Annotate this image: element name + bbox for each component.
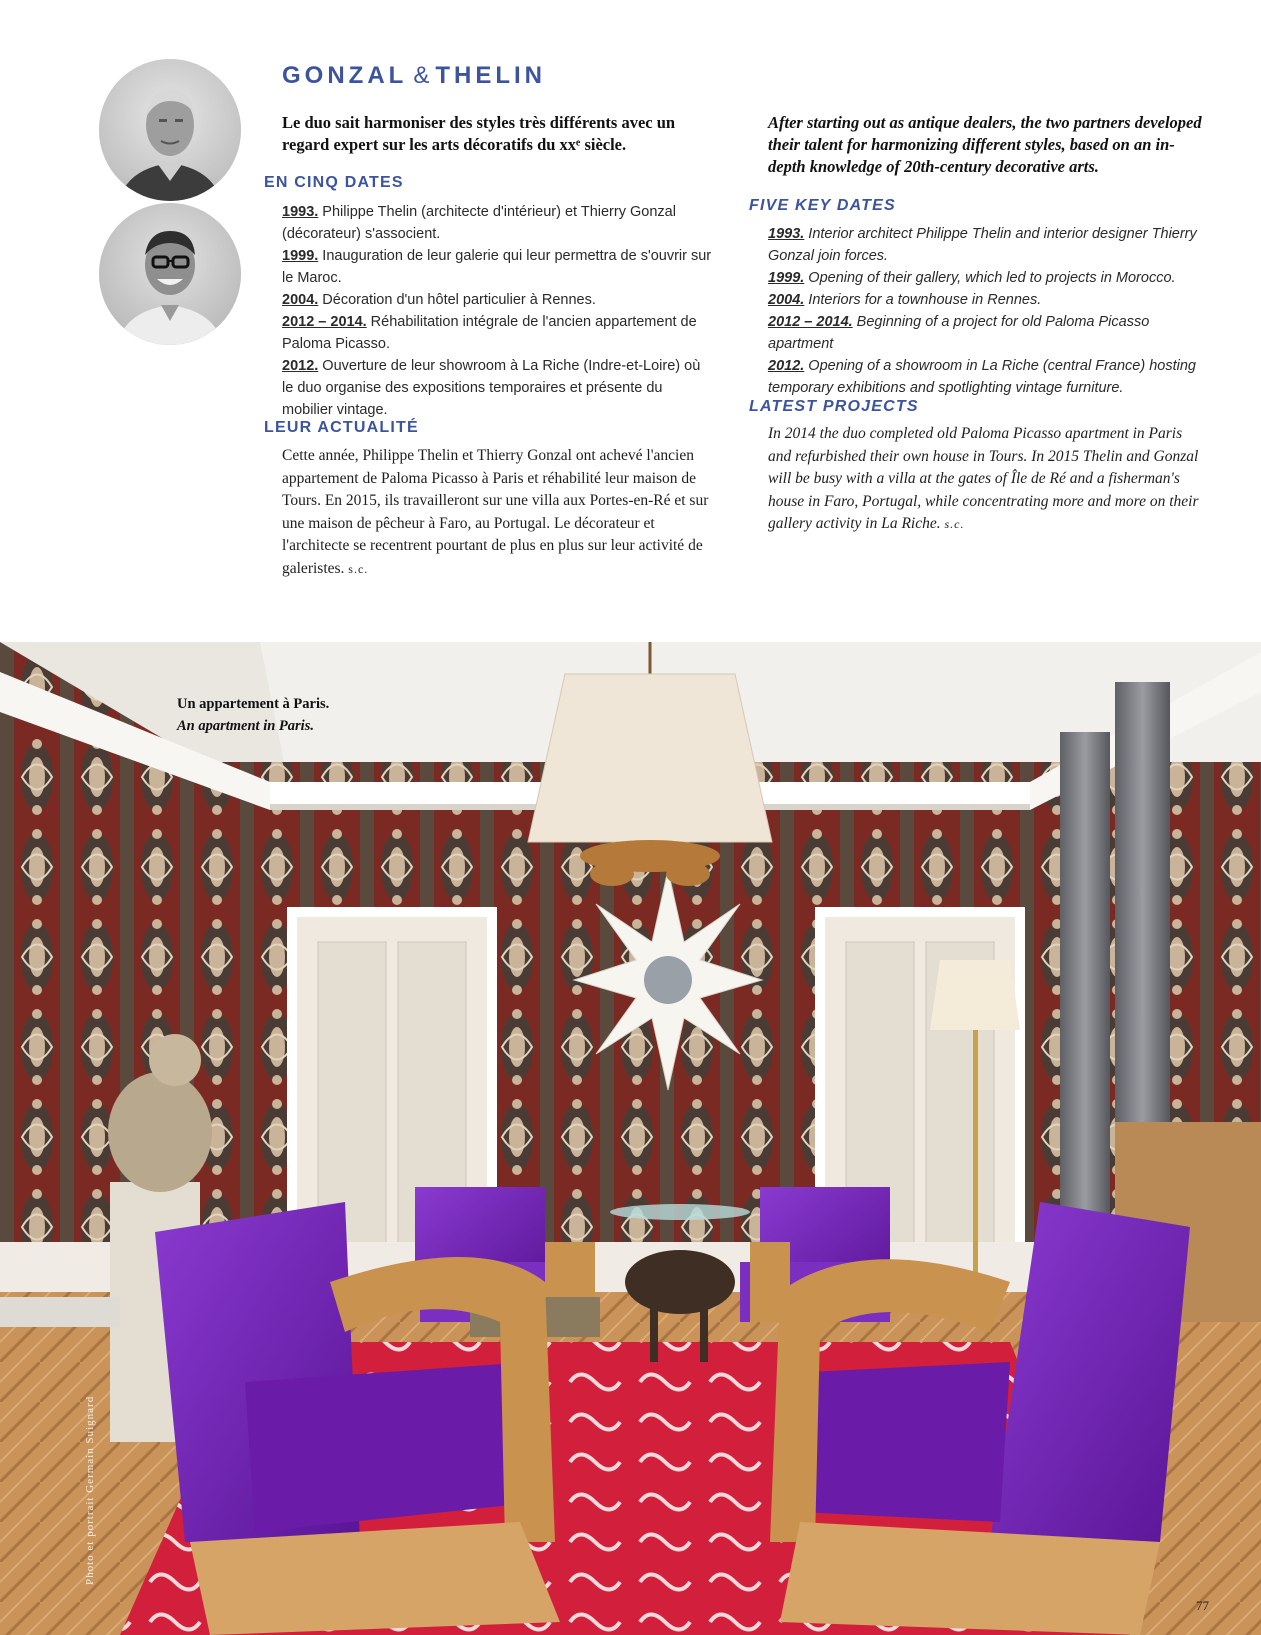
news-paragraph-french: Cette année, Philippe Thelin et Thierry Gonzal ont achevé l'ancien appartement de Paloma Picasso à Paris et réhabilité leur maison de Tours. En 2015, ils travailleront sur une villa aux Portes-en-Ré et sur une maison de pêcheur à Faro, au Portugal. Le décorateur et l'architecte se recentrent pourtant de plus en plus sur leur activité de galeristes. s.c. xyxy=(282,447,709,577)
news-paragraph-english: In 2014 the duo completed old Paloma Picasso apartment in Paris and refurbished their own house in Tours. In 2015 Thelin and Gonzal will be busy with a villa at the gates of Île de Ré and a fisherman's house in Faro, Portugal, while concentrating more and more on their gallery activity in La Riche. s.c. xyxy=(768,425,1199,532)
date-entry: 2012. Opening of a showroom in La Riche (central France) hosting temporary exhibitions and spotlighting vintage furniture. xyxy=(768,358,1196,396)
photo-credit: Photo et portrait Germain Suignard xyxy=(84,1395,96,1585)
date-entry: 1993. Philippe Thelin (architecte d'intérieur) et Thierry Gonzal (décorateur) s'associent. xyxy=(282,204,676,242)
date-entry: 2012 – 2014. Beginning of a project for old Paloma Picasso apartment xyxy=(768,314,1150,352)
lead-english: After starting out as antique dealers, the two partners developed their talent for harmonizing different styles, based on an in-depth knowledge of 20th-century decorative arts. xyxy=(768,113,1202,176)
lead-french: Le duo sait harmoniser des styles très différents avec un regard expert sur les arts décoratifs du xxᵉ siècle. xyxy=(282,113,676,154)
date-entry: 2012 – 2014. Réhabilitation intégrale de l'ancien appartement de Paloma Picasso. xyxy=(282,314,697,352)
date-entry: 2004. Interiors for a townhouse in Rennes. xyxy=(768,292,1042,308)
heading-latest-projects: LATEST PROJECTS xyxy=(749,398,919,415)
interior-photo xyxy=(0,642,1261,1635)
date-entry: 1999. Inauguration de leur galerie qui leur permettra de s'ouvrir sur le Maroc. xyxy=(282,248,712,286)
date-entry: 2012. Ouverture de leur showroom à La Riche (Indre-et-Loire) où le duo organise des expositions temporaires et présente du mobilier vintage. xyxy=(282,358,701,418)
photo-caption-french: Un appartement à Paris. xyxy=(177,696,330,712)
page-title: GONZAL & THELIN xyxy=(282,62,547,89)
dates-list-english xyxy=(768,223,1218,399)
photo-caption-english: An apartment in Paris. xyxy=(177,718,314,734)
date-entry: 2004. Décoration d'un hôtel particulier à Rennes. xyxy=(282,292,596,308)
portrait-thelin xyxy=(99,203,241,345)
dates-list-french xyxy=(282,201,712,421)
date-entry: 1993. Interior architect Philippe Thelin and interior designer Thierry Gonzal join forces. xyxy=(768,226,1197,264)
heading-en-cinq-dates: EN CINQ DATES xyxy=(264,174,404,191)
portrait-gonzal xyxy=(99,59,241,201)
date-entry: 1999. Opening of their gallery, which led to projects in Morocco. xyxy=(768,270,1176,286)
page-number: 77 xyxy=(1196,1598,1209,1613)
heading-five-key-dates: FIVE KEY DATES xyxy=(749,197,896,214)
heading-leur-actualite: LEUR ACTUALITÉ xyxy=(264,419,419,436)
